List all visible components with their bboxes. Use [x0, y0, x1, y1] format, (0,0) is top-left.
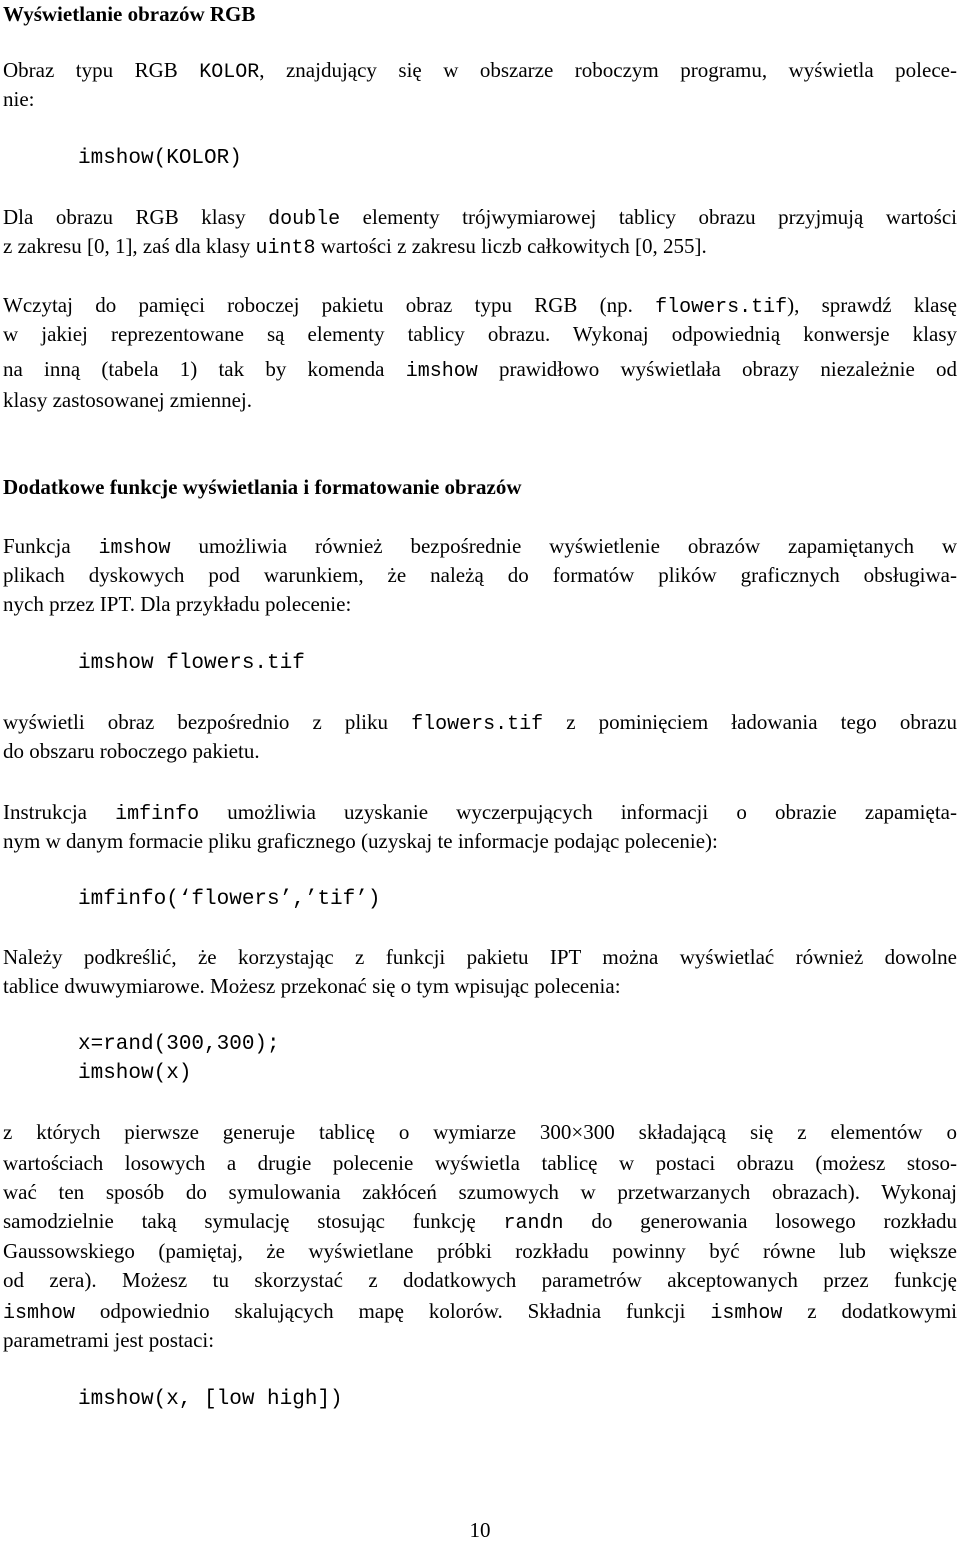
code-line: imshow(x, [low high])	[78, 1388, 343, 1411]
inline-code: flowers.tif	[411, 713, 544, 736]
text: Obraz typu RGB	[3, 58, 200, 82]
section-heading-rgb: Wyświetlanie obrazów RGB	[3, 2, 256, 26]
paragraph-line: Należy podkreślić, że korzystając z funkcji pakietu IPT można wyświetlać również dowolne	[3, 945, 957, 969]
paragraph-line	[3, 532, 957, 563]
text: odpowiednio skalujących mapę kolorów. Składnia funkcji	[75, 1299, 711, 1323]
text: Funkcja	[3, 534, 99, 558]
inline-code: imfinfo	[115, 803, 200, 826]
paragraph-line: wartościach losowych a drugie polecenie wyświetla tablicę w postaci obrazu (możesz stoso-	[3, 1151, 957, 1175]
paragraph-line: plikach dyskowych pod warunkiem, że należą do formatów plików graficznych obsługiwa-	[3, 563, 957, 587]
paragraph-line	[3, 708, 957, 739]
paragraph-line: od zera). Możesz tu skorzystać z dodatkowych parametrów akceptowanych przez funkcję	[3, 1268, 957, 1292]
text: umożliwia również bezpośrednie wyświetlenie obrazów zapamiętanych w	[170, 534, 958, 558]
paragraph-line: nie:	[3, 87, 35, 111]
inline-code: imshow	[405, 360, 478, 383]
code-line: x=rand(300,300);	[78, 1033, 280, 1056]
inline-code: KOLOR	[199, 61, 260, 84]
paragraph-line	[3, 1297, 957, 1328]
text: ), sprawdź klasę	[787, 293, 957, 317]
paragraph-line	[3, 232, 707, 263]
paragraph-line	[3, 56, 957, 87]
text: Wczytaj do pamięci roboczej pakietu obraz typu RGB (np.	[3, 293, 656, 317]
code-line: imshow flowers.tif	[78, 652, 305, 675]
code-line: imfinfo(‘flowers’,’tif’)	[78, 888, 381, 911]
text: prawidłowo wyświetlała obrazy niezależnie od	[477, 357, 957, 381]
paragraph-line: wać ten sposób do symulowania zakłóceń szumowych w przetwarzanych obrazach). Wykonaj	[3, 1180, 957, 1204]
inline-code: double	[268, 208, 341, 231]
paragraph-line: w jakiej reprezentowane są elementy tablicy obrazu. Wykonaj odpowiednią konwersje klasy	[3, 322, 957, 346]
paragraph-line	[3, 291, 957, 322]
text: wyświetli obraz bezpośrednio z pliku	[3, 710, 412, 734]
paragraph-line	[3, 798, 957, 829]
text: do generowania losowego rozkładu	[563, 1209, 957, 1233]
paragraph-line	[3, 355, 957, 386]
text: Instrukcja	[3, 800, 116, 824]
text: samodzielnie taką symulację stosując funkcję	[3, 1209, 504, 1233]
code-line: imshow(KOLOR)	[78, 147, 242, 170]
inline-code: flowers.tif	[655, 296, 788, 319]
text: , znajdujący się w obszarze roboczym programu, wyświetla polece-	[259, 58, 957, 82]
text: z zakresu [0, 1], zaś dla klasy	[3, 234, 256, 258]
page-number: 10	[469, 1518, 491, 1542]
paragraph-line: z których pierwsze generuje tablicę o wymiarze 300×300 składającą się z elementów o	[3, 1120, 957, 1144]
text: umożliwia uzyskanie wyczerpujących informacji o obrazie zapamięta-	[199, 800, 957, 824]
paragraph-line: klasy zastosowanej zmiennej.	[3, 388, 253, 412]
text: elementy trójwymiarowej tablicy obrazu przyjmują wartości	[340, 205, 957, 229]
inline-code: randn	[503, 1212, 564, 1235]
text: Dla obrazu RGB klasy	[3, 205, 269, 229]
paragraph-line	[3, 203, 957, 234]
text: z dodatkowymi	[782, 1299, 958, 1323]
paragraph-line: parametrami jest postaci:	[3, 1328, 215, 1352]
section-heading-extra-functions: Dodatkowe funkcje wyświetlania i formatowanie obrazów	[3, 475, 522, 499]
paragraph-line: Gaussowskiego (pamiętaj, że wyświetlane próbki rozkładu powinny być równe lub większe	[3, 1239, 957, 1263]
paragraph-line: nych przez IPT. Dla przykładu polecenie:	[3, 592, 352, 616]
text: z pominięciem ładowania tego obrazu	[543, 710, 958, 734]
paragraph-line	[3, 1207, 957, 1238]
paragraph-line: tablice dwuwymiarowe. Możesz przekonać się o tym wpisując polecenia:	[3, 974, 621, 998]
text: wartości z zakresu liczb całkowitych [0, 255].	[315, 234, 707, 258]
paragraph-line: nym w danym formacie pliku graficznego (uzyskaj te informacje podając polecenie):	[3, 829, 718, 853]
text: na inną (tabela 1) tak by komenda	[3, 357, 406, 381]
inline-code: ismhow	[3, 1302, 76, 1325]
inline-code: uint8	[255, 237, 316, 260]
paragraph-line: do obszaru roboczego pakietu.	[3, 739, 260, 763]
inline-code: imshow	[98, 537, 171, 560]
inline-code: ismhow	[710, 1302, 783, 1325]
code-line: imshow(x)	[78, 1062, 192, 1085]
